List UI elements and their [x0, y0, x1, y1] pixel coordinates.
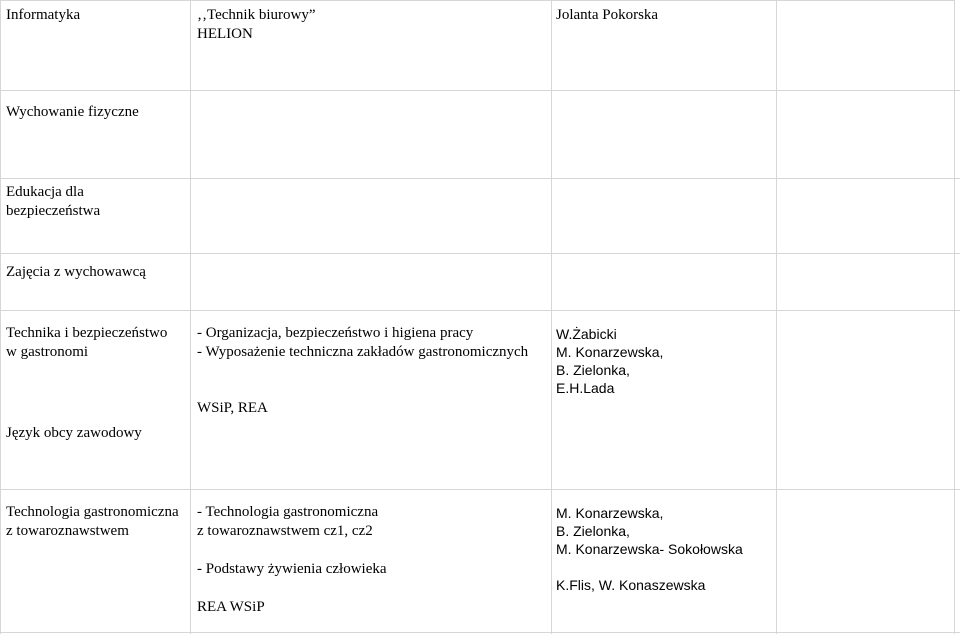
row-divider [0, 90, 960, 91]
subject-cell [6, 324, 167, 362]
subject-line: Technologia gastronomiczna [6, 504, 179, 520]
subject-line: bezpieczeństwa [6, 203, 101, 219]
author-line: M. Konarzewska, [556, 505, 664, 521]
row-divider [0, 253, 960, 254]
title-line: - Technologia gastronomiczna [197, 504, 379, 520]
row-divider [0, 489, 960, 490]
column-divider [190, 0, 191, 634]
author-line: M. Konarzewska, [556, 344, 664, 360]
title-line: - Organizacja, bezpieczeństwo i higiena pracy [197, 325, 474, 341]
author-cell [556, 6, 658, 25]
author-line: K.Flis, W. Konaszewska [556, 577, 706, 593]
publisher-line: HELION [197, 26, 253, 42]
subject-cell [6, 183, 100, 221]
author-line: M. Konarzewska- Sokołowska [556, 541, 743, 557]
title-line: ‚‚Technik biurowy” [197, 7, 316, 23]
author-line: W.Żabicki [556, 326, 617, 342]
title-line: - Podstawy żywienia człowieka [197, 561, 387, 577]
title-line: REA WSiP [197, 599, 265, 615]
author-line: Jolanta Pokorska [556, 7, 659, 23]
subject-cell [6, 503, 179, 541]
column-divider [954, 0, 955, 634]
column-divider [776, 0, 777, 634]
subject-extra [6, 424, 142, 443]
column-divider [551, 0, 552, 634]
title-cell [197, 324, 528, 362]
subject-line: Wychowanie fizyczne [6, 104, 139, 120]
row-divider [0, 310, 960, 311]
subject-line: Edukacja dla [6, 184, 84, 200]
row-divider [0, 178, 960, 179]
row-divider [0, 632, 960, 633]
column-divider [0, 0, 1, 634]
subject-cell [6, 6, 80, 25]
author-cell [556, 504, 743, 594]
subject-line: w gastronomi [6, 344, 89, 360]
subject-line: Informatyka [6, 7, 81, 23]
subject-cell [6, 263, 146, 282]
author-cell [556, 325, 663, 397]
subject-line: Zajęcia z wychowawcą [6, 264, 146, 280]
title-cell [197, 6, 316, 44]
row-divider [0, 0, 954, 1]
publisher-line [197, 399, 268, 418]
title-line: - Wyposażenie techniczna zakładów gastronomicznych [197, 344, 529, 360]
subject-line: Język obcy zawodowy [6, 425, 142, 441]
subject-cell [6, 103, 139, 122]
author-line [556, 558, 743, 576]
publisher-text: WSiP, REA [197, 400, 268, 416]
title-line [197, 579, 387, 598]
subject-line: z towaroznawstwem [6, 523, 129, 539]
subject-line: Technika i bezpieczeństwo [6, 325, 168, 341]
author-line: B. Zielonka, [556, 523, 630, 539]
title-line: z towaroznawstwem cz1, cz2 [197, 523, 373, 539]
author-line: E.H.Lada [556, 380, 615, 396]
title-cell [197, 503, 387, 617]
title-line [197, 541, 387, 560]
author-line: B. Zielonka, [556, 362, 630, 378]
